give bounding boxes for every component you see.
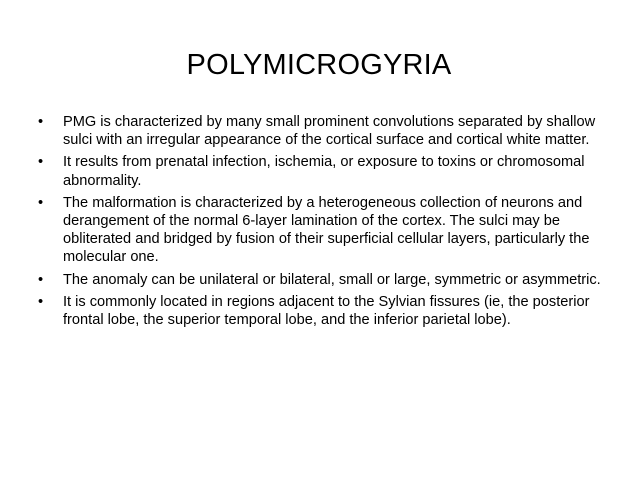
bullet-point-icon: • <box>38 293 44 310</box>
bullet-point-icon: • <box>38 154 44 171</box>
bullet-text: PMG is characterized by many small prominent convolutions separated by shallow sulci with an irregular appearance of the cortical surface and cortical white matter. <box>63 114 596 149</box>
bullet-text: The anomaly can be unilateral or bilateral, small or large, symmetric or asymmetric. <box>63 271 601 288</box>
bullet-text: It results from prenatal infection, ischemia, or exposure to toxins or chromosomal abnormality. <box>63 154 585 189</box>
bullet-item <box>38 293 613 329</box>
bullet-item <box>38 113 613 149</box>
bullet-text: The malformation is characterized by a heterogeneous collection of neurons and derangement of the normal 6-layer lamination of the cortex. The sulci may be obliterated and bridged by fusion of their superficial cellular layers, particularly the molecular one. <box>63 194 590 266</box>
bullet-list <box>38 113 613 333</box>
bullet-item <box>38 271 613 289</box>
bullet-point-icon: • <box>38 194 44 211</box>
bullet-item <box>38 194 613 267</box>
bullet-text: It is commonly located in regions adjacent to the Sylvian fissures (ie, the posterior frontal lobe, the superior temporal lobe, and the inferior parietal lobe). <box>63 293 590 329</box>
bullet-point-icon: • <box>38 114 44 130</box>
bullet-point-icon: • <box>38 271 44 288</box>
slide-title: POLYMICROGYRIA <box>186 49 452 81</box>
bullet-item <box>38 153 613 189</box>
